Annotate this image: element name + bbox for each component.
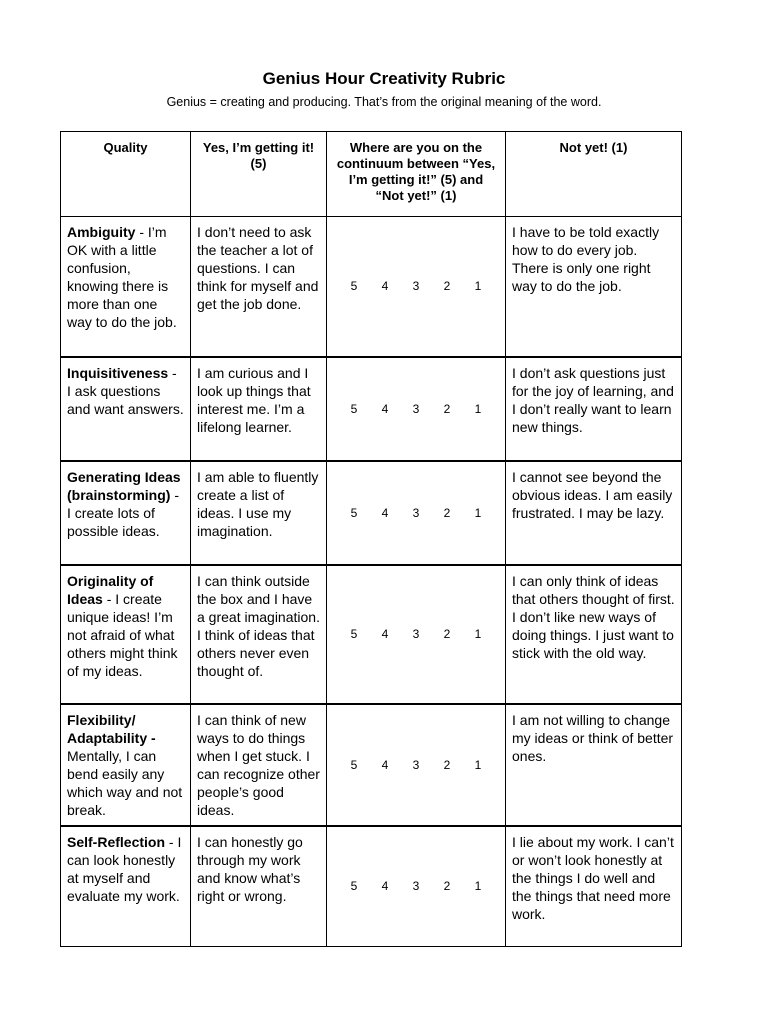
quality-description: - I create unique ideas! I’m not afraid of what others might think of my ideas.	[67, 590, 178, 679]
table-row	[61, 217, 682, 357]
table-row	[61, 704, 682, 826]
scale-value[interactable]: 3	[412, 505, 420, 520]
scale-value[interactable]: 2	[443, 505, 451, 520]
table-row	[61, 461, 682, 565]
scale-value[interactable]: 1	[474, 401, 482, 416]
scale-value[interactable]: 1	[474, 505, 482, 520]
scale-value[interactable]: 3	[412, 879, 420, 894]
scale-value[interactable]: 3	[412, 627, 420, 641]
yes-description: I can think outside the box and I have a great imagination. I think of ideas that others never even thought of.	[191, 565, 327, 704]
quality-description: - I create lots of possible ideas.	[67, 486, 180, 539]
header-not-yet: Not yet! (1)	[506, 132, 682, 217]
quality-cell	[61, 461, 191, 565]
quality-description: Mentally, I can bend easily any which way and not break.	[67, 747, 183, 818]
continuum-scale	[327, 565, 506, 704]
scale-value[interactable]: 2	[443, 401, 451, 416]
quality-cell	[61, 704, 191, 826]
quality-name: Generating Ideas (brainstorming)	[67, 468, 181, 503]
header-continuum: Where are you on the continuum between “Yes, I’m getting it!” (5) and “Not yet!” (1)	[327, 132, 506, 217]
rubric-table	[60, 131, 682, 947]
quality-name: Inquisitiveness	[67, 364, 169, 381]
not-yet-description: I am not willing to change my ideas or think of better ones.	[506, 704, 682, 826]
quality-description: - I ask questions and want answers.	[67, 364, 184, 417]
continuum-scale	[327, 357, 506, 461]
continuum-scale	[327, 704, 506, 826]
continuum-scale	[327, 461, 506, 565]
table-row	[61, 826, 682, 947]
scale-value[interactable]: 5	[350, 757, 358, 772]
not-yet-description: I have to be told exactly how to do every job. There is only one right way to do the job.	[506, 217, 682, 357]
table-row	[61, 357, 682, 461]
yes-description: I don’t need to ask the teacher a lot of questions. I can think for myself and get the job done.	[191, 217, 327, 357]
header-yes: Yes, I’m getting it! (5)	[191, 132, 327, 217]
yes-description: I am curious and I look up things that interest me. I’m a lifelong learner.	[191, 357, 327, 461]
document-subtitle: Genius = creating and producing. That’s from the original meaning of the word.	[166, 95, 602, 109]
not-yet-description: I cannot see beyond the obvious ideas. I am easily frustrated. I may be lazy.	[506, 461, 682, 565]
document-title: Genius Hour Creativity Rubric	[262, 69, 506, 88]
scale-value[interactable]: 4	[381, 279, 389, 294]
scale-value[interactable]: 4	[381, 627, 389, 641]
scale-value[interactable]: 5	[350, 627, 358, 641]
scale-value[interactable]: 3	[412, 401, 420, 416]
table-row	[61, 565, 682, 704]
scale-value[interactable]: 5	[350, 401, 358, 416]
scale-value[interactable]: 3	[412, 279, 420, 294]
scale-value[interactable]: 1	[474, 879, 482, 894]
scale-value[interactable]: 1	[474, 627, 482, 641]
yes-description: I am able to fluently create a list of ideas. I use my imagination.	[191, 461, 327, 565]
quality-cell	[61, 826, 191, 947]
scale-value[interactable]: 2	[443, 879, 451, 894]
quality-name: Flexibility/ Adaptability -	[67, 711, 156, 746]
scale-value[interactable]: 4	[381, 505, 389, 520]
scale-value[interactable]: 5	[350, 879, 358, 894]
quality-name: Ambiguity	[67, 224, 136, 240]
not-yet-description: I lie about my work. I can’t or won’t look honestly at the things I do well and the things that need more work.	[506, 826, 682, 947]
quality-name: Originality of Ideas	[67, 572, 154, 607]
scale-value[interactable]: 5	[350, 505, 358, 520]
not-yet-description: I can only think of ideas that others thought of first. I don’t like new ways of doing things. I just want to stick with the old way.	[506, 565, 682, 704]
scale-value[interactable]: 2	[443, 279, 451, 294]
scale-value[interactable]: 3	[412, 757, 420, 772]
header-row	[61, 132, 682, 217]
quality-cell	[61, 357, 191, 461]
scale-value[interactable]: 5	[350, 279, 358, 294]
scale-value[interactable]: 1	[474, 757, 482, 772]
quality-description: - I’m OK with a little confusion, knowing there is more than one way to do the job.	[67, 224, 177, 330]
continuum-scale	[327, 217, 506, 357]
scale-value[interactable]: 1	[474, 279, 482, 294]
scale-value[interactable]: 4	[381, 879, 389, 894]
quality-cell	[61, 217, 191, 357]
continuum-scale	[327, 826, 506, 947]
quality-cell	[61, 565, 191, 704]
scale-value[interactable]: 4	[381, 401, 389, 416]
scale-value[interactable]: 4	[381, 757, 389, 772]
quality-name: Self-Reflection	[67, 833, 166, 850]
scale-value[interactable]: 2	[443, 757, 451, 772]
header-quality: Quality	[61, 132, 191, 217]
not-yet-description: I don’t ask questions just for the joy of learning, and I don’t really want to learn new things.	[506, 357, 682, 461]
yes-description: I can honestly go through my work and know what’s right or wrong.	[191, 826, 327, 947]
yes-description: I can think of new ways to do things when I get stuck. I can recognize other people’s good ideas.	[191, 704, 327, 826]
quality-description: - I can look honestly at myself and evaluate my work.	[67, 833, 182, 904]
scale-value[interactable]: 2	[443, 627, 451, 641]
